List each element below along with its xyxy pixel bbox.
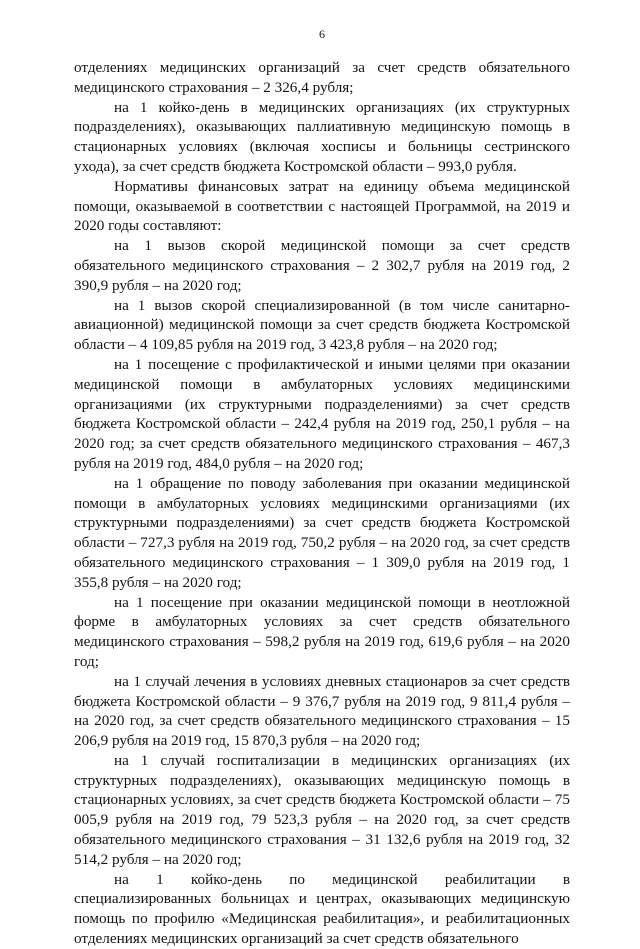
paragraph-palliative-care: на 1 койко-день в медицинских организациях (их структурных подразделениях), оказывающих паллиативную медицинскую помощь в стационарных условиях (включая хосписы и больницы сестринского ухода), за счет средств бюджета Костромской области – 993,0 рубля. [74, 98, 570, 175]
page-number: 6 [319, 27, 325, 41]
paragraph-disease-appeal: на 1 обращение по поводу заболевания при оказании медицинской помощи в амбулаторных условиях медицинскими организациями (их структурными подразделениями) за счет средств бюджета Костромской области – 727,3 рубля на 2019 год, 750,2 рубля – на 2020 год, за счет средств обязательного медицинского страхования – 1 309,0 рубля на 2019 год, 1 355,8 рубля – на 2020 год; [74, 474, 570, 591]
paragraph-continuation: отделениях медицинских организаций за счет средств обязательного медицинского страхования – 2 326,4 рубля; [74, 59, 570, 96]
paragraph-preventive-visit: на 1 посещение с профилактической и иными целями при оказании медицинской помощи в амбулаторных условиях медицинскими организациями (их структурными подразделениями) за счет средств бюджета Костромской области – 242,4 рубля на 2019 год, 250,1 рубля – на 2020 год; за счет средств обязательного медицинского страхования – 467,3 рубля на 2019 год, 484,0 рубля – на 2020 год; [74, 355, 570, 472]
paragraph-urgent-visit: на 1 посещение при оказании медицинской помощи в неотложной форме в амбулаторных условиях за счет средств обязательного медицинского страхования – 598,2 рубля на 2019 год, 619,6 рубля – на 2020 год; [74, 593, 570, 670]
paragraph-hospitalization: на 1 случай госпитализации в медицинских организациях (их структурных подразделениях), оказывающих медицинскую помощь в стационарных условиях, за счет средств бюджета Костромской области – 75 005,9 рубля на 2019 год, 79 523,3 рубля – на 2020 год, за счет средств обязательного медицинского страхования – 31 132,6 рубля на 2019 год, 32 514,2 рубля – на 2020 год; [74, 751, 570, 868]
paragraph-specialized-ambulance: на 1 вызов скорой специализированной (в том числе санитарно-авиационной) медицинской помощи за счет средств бюджета Костромской области – 4 109,85 рубля на 2019 год, 3 423,8 рубля – на 2020 год; [74, 296, 570, 354]
paragraph-cost-standards-intro: Нормативы финансовых затрат на единицу объема медицинской помощи, оказываемой в соответствии с настоящей Программой, на 2019 и 2020 годы составляют: [74, 177, 570, 235]
paragraph-day-hospital: на 1 случай лечения в условиях дневных стационаров за счет средств бюджета Костромской области – 9 376,7 рубля на 2019 год, 9 811,4 рубля – на 2020 год, за счет средств обязательного медицинского страхования – 15 206,9 рубля на 2019 год, 15 870,3 рубля – на 2020 год; [74, 672, 570, 750]
paragraph-ambulance-call: на 1 вызов скорой медицинской помощи за счет средств обязательного медицинского страхования – 2 302,7 рубля на 2019 год, 2 390,9 рубля – на 2020 год; [74, 237, 570, 294]
paragraph-rehabilitation: на 1 койко-день по медицинской реабилитации в специализированных больницах и центрах, оказывающих медицинскую помощь по профилю «Медицинская реабилитация», и реабилитационных отделениях медицинских организаций за счет средств обязательного [74, 870, 570, 948]
